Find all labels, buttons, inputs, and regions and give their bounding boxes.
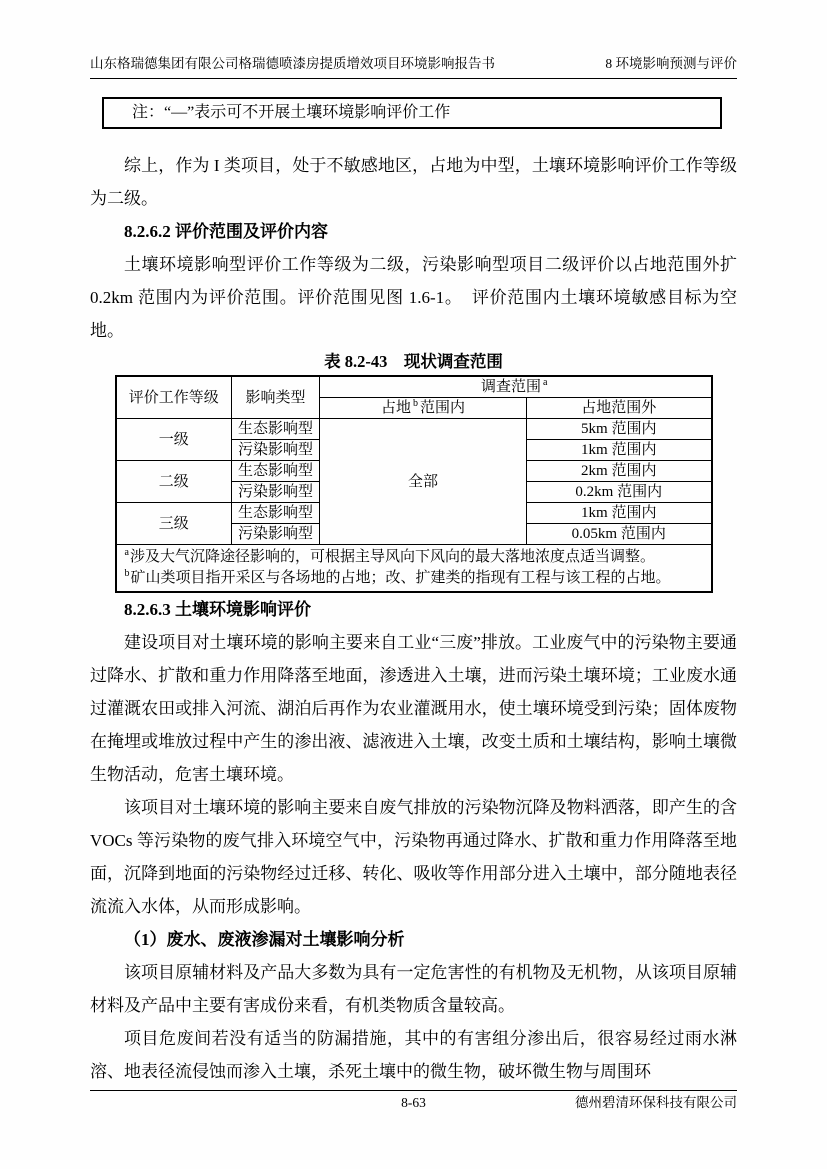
table-caption: 表 8.2-43 现状调查范围 bbox=[324, 352, 503, 371]
col-header-inside-pre: 占地 bbox=[380, 400, 411, 416]
table-footnotes bbox=[116, 545, 712, 593]
cell-outside: 2km 范围内 bbox=[527, 461, 712, 482]
paragraph-hazardous-waste: 项目危废间若没有适当的防漏措施，其中的有害组分渗出后，很容易经过雨水淋溶、地表径流侵蚀而渗入土壤，杀死土壤中的微生物，破坏微生物与周围环 bbox=[90, 1029, 737, 1081]
cell-level: 二级 bbox=[116, 461, 232, 503]
footnote-b-sup: b bbox=[124, 568, 130, 579]
cell-outside: 0.05km 范围内 bbox=[527, 524, 712, 545]
cell-type: 污染影响型 bbox=[232, 524, 320, 545]
cell-inside-value: 全部 bbox=[320, 419, 527, 545]
cell-type: 污染影响型 bbox=[232, 482, 320, 503]
table-header-row-1 bbox=[116, 376, 712, 398]
cell-type: 污染影响型 bbox=[232, 440, 320, 461]
paragraph-summary: 综上，作为 I 类项目，处于不敏感地区，占地为中型，土壤环境影响评价工作等级为二级。 bbox=[90, 156, 737, 208]
cell-outside: 1km 范围内 bbox=[527, 503, 712, 524]
footer-company: 德州碧清环保科技有限公司 bbox=[575, 1095, 737, 1110]
paragraph-soil-impact-2: 该项目对土壤环境的影响主要来自废气排放的污染物沉降及物料洒落，即产生的含 VOCs 等污染物的废气排入环境空气中，污染物再通过降水、扩散和重力作用降落至地面，沉降到地面的污染物经过迁移、转化、吸收等作用部分进入土壤中，部分随地表径流流入水体，从而形成影响。 bbox=[90, 798, 737, 916]
table-footnote-row bbox=[116, 545, 712, 593]
table-row bbox=[116, 419, 712, 440]
page-header bbox=[90, 55, 737, 79]
footnote-a-sup: a bbox=[124, 547, 129, 558]
footnote-a bbox=[125, 547, 703, 568]
cell-outside: 0.2km 范围内 bbox=[527, 482, 712, 503]
col-header-outside: 占地范围外 bbox=[527, 398, 712, 419]
cell-level: 三级 bbox=[116, 503, 232, 545]
cell-type: 生态影响型 bbox=[232, 503, 320, 524]
paragraph-soil-impact-1: 建设项目对土壤环境的影响主要来自工业“三废”排放。工业废气中的污染物主要通过降水、扩散和重力作用降落至地面，渗透进入土壤，进而污染土壤环境；工业废水通过灌溉农田或排入河流、湖泊后再作为农业灌溉用水，使土壤环境受到污染；固体废物在掩埋或堆放过程中产生的渗出液、滤液进入土壤，改变土质和土壤结构，影响土壤微生物活动，危害土壤环境。 bbox=[90, 633, 737, 784]
sub-heading-wastewater-analysis: （1）废水、废液渗漏对土壤影响分析 bbox=[124, 930, 405, 949]
footnote-b bbox=[125, 568, 703, 589]
col-header-scope-label: 调查范围 bbox=[481, 379, 542, 395]
col-header-type: 影响类型 bbox=[232, 376, 320, 419]
footnote-a-text: 涉及大气沉降途径影响的，可根据主导风向下风向的最大落地浓度点适当调整。 bbox=[129, 549, 655, 565]
cell-level: 一级 bbox=[116, 419, 232, 461]
paragraph-materials: 该项目原辅材料及产品大多数为具有一定危害性的有机物及无机物，从该项目原辅材料及产品中主要有害成份来看，有机类物质含量较高。 bbox=[90, 963, 737, 1015]
footnote-b-text: 矿山类项目指开采区与各场地的占地；改、扩建类的指现有工程与该工程的占地。 bbox=[130, 570, 671, 586]
note-box bbox=[102, 97, 722, 129]
col-header-inside-post: 范围内 bbox=[420, 400, 466, 416]
col-header-inside bbox=[320, 398, 527, 419]
cell-outside: 1km 范围内 bbox=[527, 440, 712, 461]
col-header-level: 评价工作等级 bbox=[116, 376, 232, 419]
survey-scope-table bbox=[115, 375, 713, 593]
header-doc-title: 山东格瑞德集团有限公司格瑞德喷漆房提质增效项目环境影响报告书 bbox=[90, 56, 495, 71]
col-header-scope bbox=[320, 376, 712, 398]
cell-type: 生态影响型 bbox=[232, 461, 320, 482]
header-chapter-title: 8 环境影响预测与评价 bbox=[605, 56, 737, 71]
superscript-b: b bbox=[413, 398, 418, 409]
page-footer bbox=[90, 1090, 737, 1112]
page-number: 8-63 bbox=[401, 1095, 426, 1110]
note-text: 注：“—”表示可不开展土壤环境影响评价工作 bbox=[132, 104, 451, 121]
section-heading-8262: 8.2.6.2 评价范围及评价内容 bbox=[124, 222, 328, 241]
superscript-a: a bbox=[543, 377, 548, 388]
paragraph-scope: 土壤环境影响型评价工作等级为二级，污染影响型项目二级评价以占地范围外扩 0.2km 范围内为评价范围。评价范围见图 1.6-1。 评价范围内土壤环境敏感目标为空地。 bbox=[90, 255, 737, 340]
cell-outside: 5km 范围内 bbox=[527, 419, 712, 440]
section-heading-8263: 8.2.6.3 土壤环境影响评价 bbox=[124, 600, 311, 619]
cell-type: 生态影响型 bbox=[232, 419, 320, 440]
